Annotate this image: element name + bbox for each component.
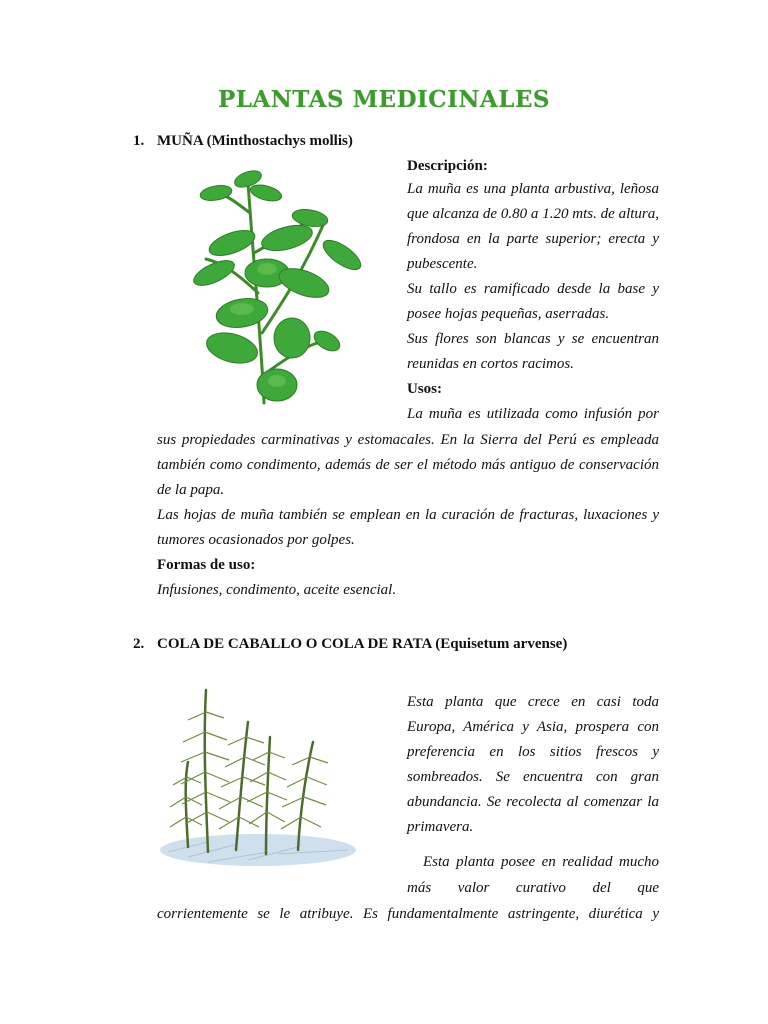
page-title: PLANTAS MEDICINALES: [217, 86, 551, 113]
formas-label: Formas de uso:: [157, 557, 256, 573]
descripcion-line: La muña es una planta arbustiva, leñosa: [407, 181, 659, 197]
descripcion-line: que alcanza de 0.80 a 1.20 mts. de altura,: [407, 206, 659, 222]
cola-caballo-line: primavera.: [407, 819, 474, 835]
section-1-number: 1.: [133, 133, 145, 149]
section-2-number: 2.: [133, 636, 145, 652]
section-1-heading: MUÑA (Minthostachys mollis): [157, 133, 353, 149]
descripcion-label: Descripción:: [407, 158, 488, 174]
descripcion-line: frondosa en la parte superior; erecta y: [407, 231, 659, 247]
muna-plant-image: [192, 163, 372, 411]
cola-caballo-line: Europa, América y Asia, prospera con: [407, 719, 659, 735]
usos-line: de la papa.: [157, 482, 225, 498]
usos-line: Las hojas de muña también se emplean en la curación de fracturas, luxaciones y: [157, 507, 659, 523]
cola-caballo-line: Esta planta posee en realidad mucho: [423, 854, 659, 870]
descripcion-line: reunidas en cortos racimos.: [407, 356, 574, 372]
usos-line: La muña es utilizada como infusión por: [407, 406, 659, 422]
cola-caballo-line: más valor curativo del que: [407, 880, 659, 896]
section-2-heading: COLA DE CABALLO O COLA DE RATA (Equisetum arvense): [157, 636, 568, 652]
usos-line: tumores ocasionados por golpes.: [157, 532, 355, 548]
cola-caballo-line: abundancia. Se recolecta al comenzar la: [407, 794, 659, 810]
cola-caballo-line: sombreados. Se encuentra con gran: [407, 769, 659, 785]
usos-line: sus propiedades carminativas y estomacales. En la Sierra del Perú es empleada: [157, 432, 659, 448]
usos-label: Usos:: [407, 381, 443, 397]
cola-caballo-line: Esta planta que crece en casi toda: [407, 694, 659, 710]
descripcion-line: Sus flores son blancas y se encuentran: [407, 331, 659, 347]
horsetail-plant-image: [148, 682, 358, 877]
usos-line: también como condimento, además de ser el método más antiguo de conservación: [157, 457, 659, 473]
cola-caballo-line: preferencia en los sitios frescos y: [407, 744, 659, 760]
descripcion-line: Su tallo es ramificado desde la base y: [407, 281, 659, 297]
cola-caballo-line: corrientemente se le atribuye. Es fundamentalmente astringente, diurética y: [157, 906, 659, 922]
descripcion-line: posee hojas pequeñas, aserradas.: [407, 306, 610, 322]
descripcion-line: pubescente.: [407, 256, 478, 272]
formas-text: Infusiones, condimento, aceite esencial.: [157, 582, 397, 598]
